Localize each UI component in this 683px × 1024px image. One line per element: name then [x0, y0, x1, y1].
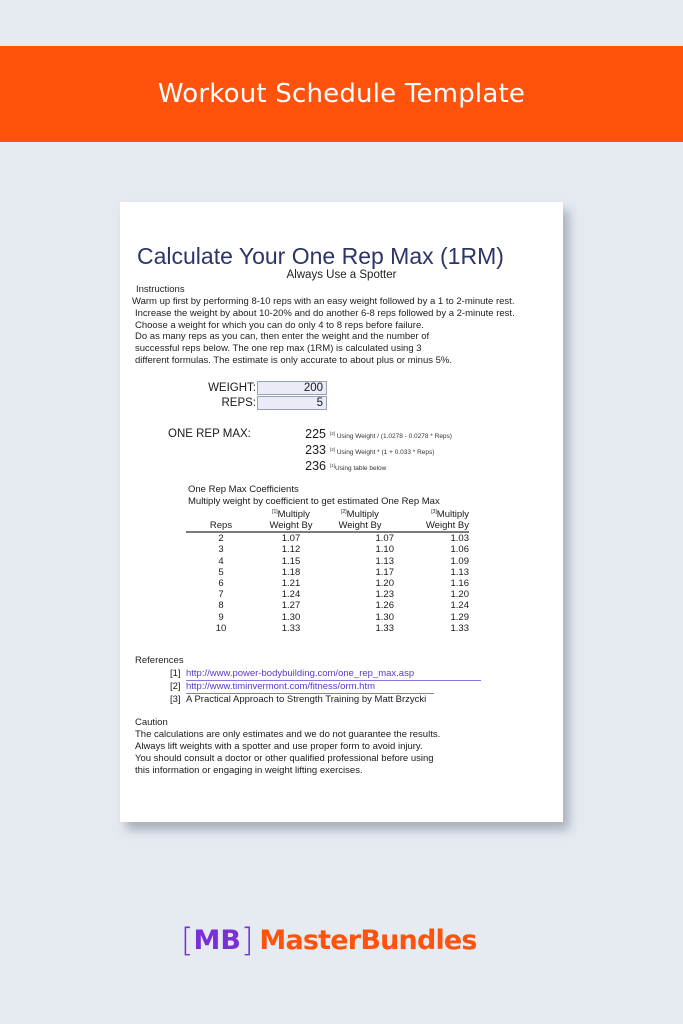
- document-subtitle: Always Use a Spotter: [286, 269, 397, 281]
- document-title: Calculate Your One Rep Max (1RM): [137, 243, 504, 269]
- reference-link[interactable]: http://www.power-bodybuilding.com/one_rep_max.asp: [186, 668, 481, 681]
- brand-mark-icon: [181, 921, 254, 959]
- reps-input[interactable]: 5: [257, 396, 327, 410]
- instructions-heading: Instructions: [136, 284, 185, 295]
- orm-formula-note: [330, 431, 452, 440]
- caution-text: [135, 729, 440, 777]
- instruction-line: different formulas. The estimate is only accurate to about plus or minus 5%.: [135, 354, 453, 366]
- document-preview: [120, 202, 563, 822]
- table-row: 3 1.12 1.10 1.06: [218, 544, 469, 556]
- column-header-weight-2: Weight By: [326, 521, 398, 533]
- weight-row: [200, 380, 327, 395]
- column-header-weight-3: Weight By: [398, 521, 469, 533]
- table-row: 5 1.18 1.17 1.13: [218, 566, 469, 578]
- table-row: 4 1.15 1.13 1.09: [218, 555, 469, 567]
- orm-result-row: [300, 443, 452, 459]
- formula-text: Using Weight * (1 + 0.033 * Reps): [336, 449, 435, 456]
- weight-input[interactable]: 200: [257, 381, 327, 395]
- column-header-weight-1: Weight By: [256, 521, 326, 533]
- brand-mark-text: MB: [193, 924, 241, 956]
- reference-item: [170, 694, 481, 706]
- orm-value: 225: [305, 427, 326, 441]
- weight-label: WEIGHT:: [208, 381, 256, 394]
- one-rep-max-results: [300, 427, 452, 475]
- orm-result-row: [300, 459, 452, 475]
- footnote-ref: [2]: [330, 446, 336, 452]
- reps-label: REPS:: [221, 396, 256, 409]
- bracket-right-icon: ]: [240, 921, 254, 959]
- caution-line: You should consult a doctor or other qualified professional before using: [135, 753, 434, 764]
- instruction-line: Choose a weight for which you can do only 4 to 8 reps before failure.: [135, 319, 424, 331]
- table-row: 10 1.33 1.33 1.33: [215, 622, 469, 634]
- caution-line: this information or engaging in weight lifting exercises.: [135, 765, 363, 776]
- instruction-line: successful reps below. The one rep max (1RM) is calculated using 3: [135, 343, 422, 355]
- coefficients-subtitle: Multiply weight by coefficient to get estimated One Rep Max: [188, 495, 440, 507]
- table-row: 8 1.27 1.26 1.24: [218, 600, 469, 612]
- column-header: [2]Multiply: [341, 509, 379, 521]
- formula-text: Using Weight / (1.0278 - 0.0278 * Reps): [336, 433, 452, 440]
- orm-formula-note: [330, 447, 434, 456]
- coefficients-title: One Rep Max Coefficients: [188, 484, 299, 495]
- caution-line: Always lift weights with a spotter and use proper form to avoid injury.: [135, 741, 423, 752]
- one-rep-max-label: ONE REP MAX:: [168, 428, 251, 440]
- input-fields: [200, 380, 327, 410]
- instructions-text: [132, 296, 562, 367]
- reference-number: [2]: [170, 681, 181, 692]
- caution-line: The calculations are only estimates and we do not guarantee the results.: [135, 729, 441, 740]
- orm-formula-note: [330, 463, 386, 472]
- instruction-line: Do as many reps as you can, then enter the weight and the number of: [135, 331, 430, 343]
- column-header: [3]Multiply: [431, 509, 469, 521]
- footnote-ref: [1]: [330, 462, 336, 468]
- reps-row: [200, 395, 327, 410]
- coefficients-heading: [188, 484, 440, 507]
- orm-value: 236: [305, 459, 326, 473]
- footnote-ref: [2]: [330, 430, 336, 436]
- column-header: [186, 507, 256, 521]
- banner-title: Workout Schedule Template: [157, 79, 526, 109]
- table-row: 2 1.07 1.07 1.03: [218, 533, 469, 545]
- orm-result-row: [300, 427, 452, 443]
- table-row: 7 1.24 1.23 1.20: [218, 589, 469, 601]
- header-banner: [0, 46, 683, 142]
- reference-text: A Practical Approach to Strength Training by Matt Brzycki: [186, 694, 427, 705]
- reference-item: [170, 681, 481, 694]
- reference-number: [1]: [170, 668, 181, 679]
- references-list: [170, 668, 481, 706]
- reference-item: [170, 668, 481, 681]
- caution-heading: Caution: [135, 717, 168, 728]
- brand-logo: [181, 921, 477, 959]
- table-row: 9 1.30 1.30 1.29: [218, 611, 469, 623]
- bracket-left-icon: [: [181, 921, 194, 959]
- instruction-line: Warm up first by performing 8-10 reps with an easy weight followed by a 1 to 2-minute rest.: [132, 296, 515, 307]
- column-header-reps: Reps: [186, 521, 256, 533]
- column-header: [1]Multiply: [272, 509, 310, 521]
- reference-link[interactable]: http://www.timinvermont.com/fitness/orm.htm: [186, 681, 434, 694]
- coefficients-table: [186, 507, 469, 634]
- instruction-line: Increase the weight by about 10-20% and do another 6-8 reps followed by a 2-minute rest.: [135, 307, 515, 319]
- orm-value: 233: [305, 443, 326, 457]
- table-row: 6 1.21 1.20 1.16: [218, 577, 469, 589]
- formula-text: Using table below: [335, 465, 387, 472]
- references-heading: References: [135, 655, 184, 666]
- reference-number: [3]: [170, 694, 181, 705]
- brand-name: MasterBundles: [259, 924, 477, 956]
